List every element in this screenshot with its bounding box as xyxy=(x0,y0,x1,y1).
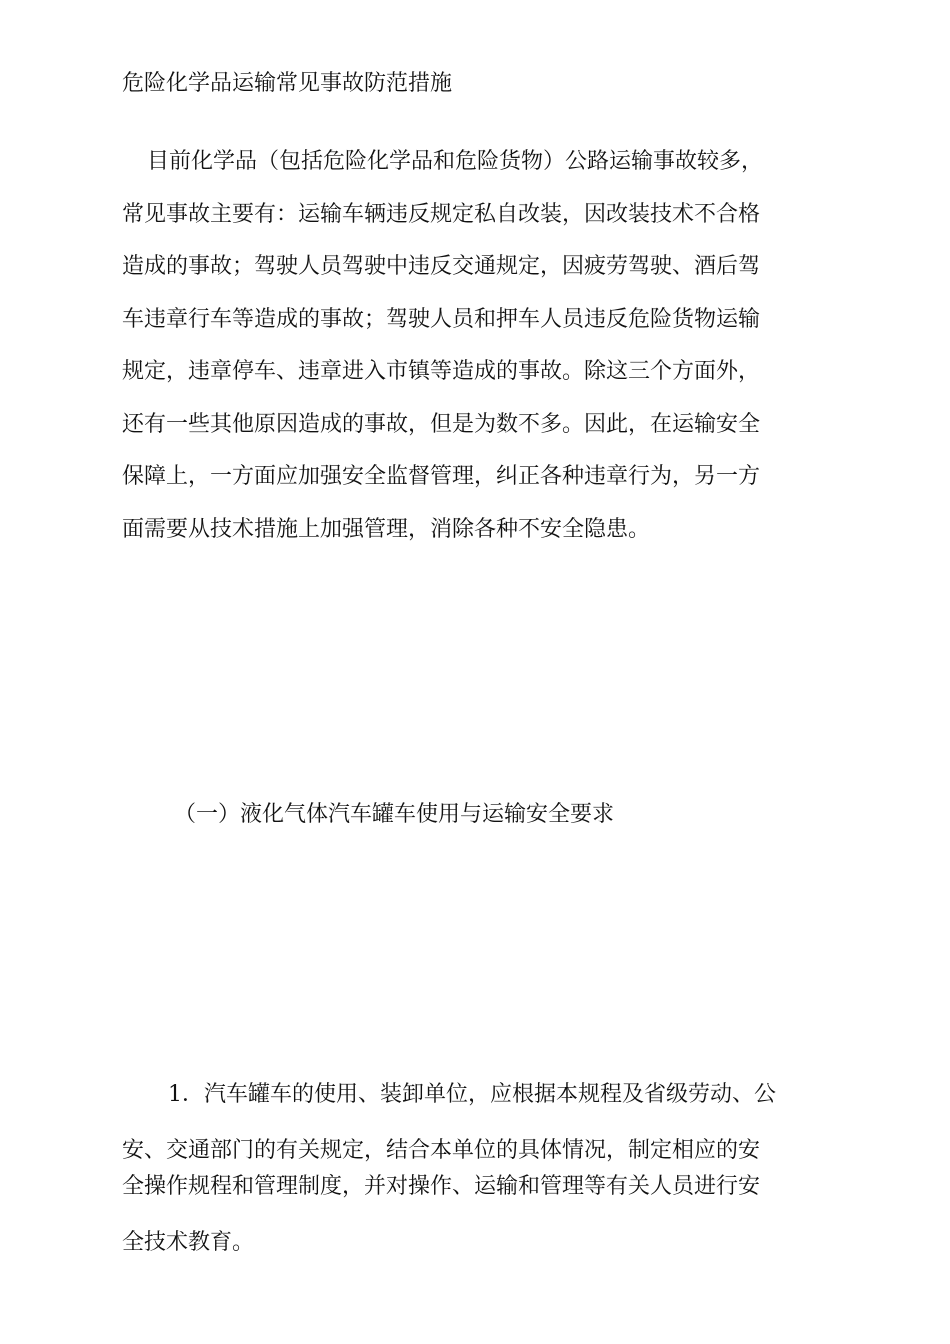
item-1-paragraph xyxy=(122,1079,822,1259)
intro-line: 还有一些其他原因造成的事故，但是为数不多。因此，在运输安全 xyxy=(122,411,761,437)
intro-line: 造成的事故；驾驶人员驾驶中违反交通规定，因疲劳驾驶、酒后驾 xyxy=(122,254,761,279)
item-1-line: 全技术教育。 xyxy=(122,1230,255,1255)
intro-line: 规定，违章停车、违章进入市镇等造成的事故。除这三个方面外， xyxy=(122,359,761,384)
intro-line: 车违章行车等造成的事故；驾驶人员和押车人员违反危险货物运输 xyxy=(122,306,761,332)
intro-line: 目前化学品（包括危险化学品和危险货物）公路运输事故较多， xyxy=(147,149,764,174)
intro-line: 保障上，一方面应加强安全监督管理，纠正各种违章行为，另一方 xyxy=(122,464,761,489)
item-1-line: 1．汽车罐车的使用、装卸单位，应根据本规程及省级劳动、公 xyxy=(168,1082,776,1107)
document-title: 危险化学品运输常见事故防范措施 xyxy=(122,71,453,96)
intro-line: 常见事故主要有：运输车辆违反规定私自改装，因改装技术不合格 xyxy=(122,201,761,227)
item-1-line: 安、交通部门的有关规定，结合本单位的具体情况，制定相应的安 xyxy=(122,1138,761,1163)
section-heading: （一）液化气体汽车罐车使用与运输安全要求 xyxy=(174,802,615,827)
intro-paragraph xyxy=(122,146,812,566)
intro-line: 面需要从技术措施上加强管理，消除各种不安全隐患。 xyxy=(122,516,651,542)
item-1-line: 全操作规程和管理制度，并对操作、运输和管理等有关人员进行安 xyxy=(122,1174,761,1199)
